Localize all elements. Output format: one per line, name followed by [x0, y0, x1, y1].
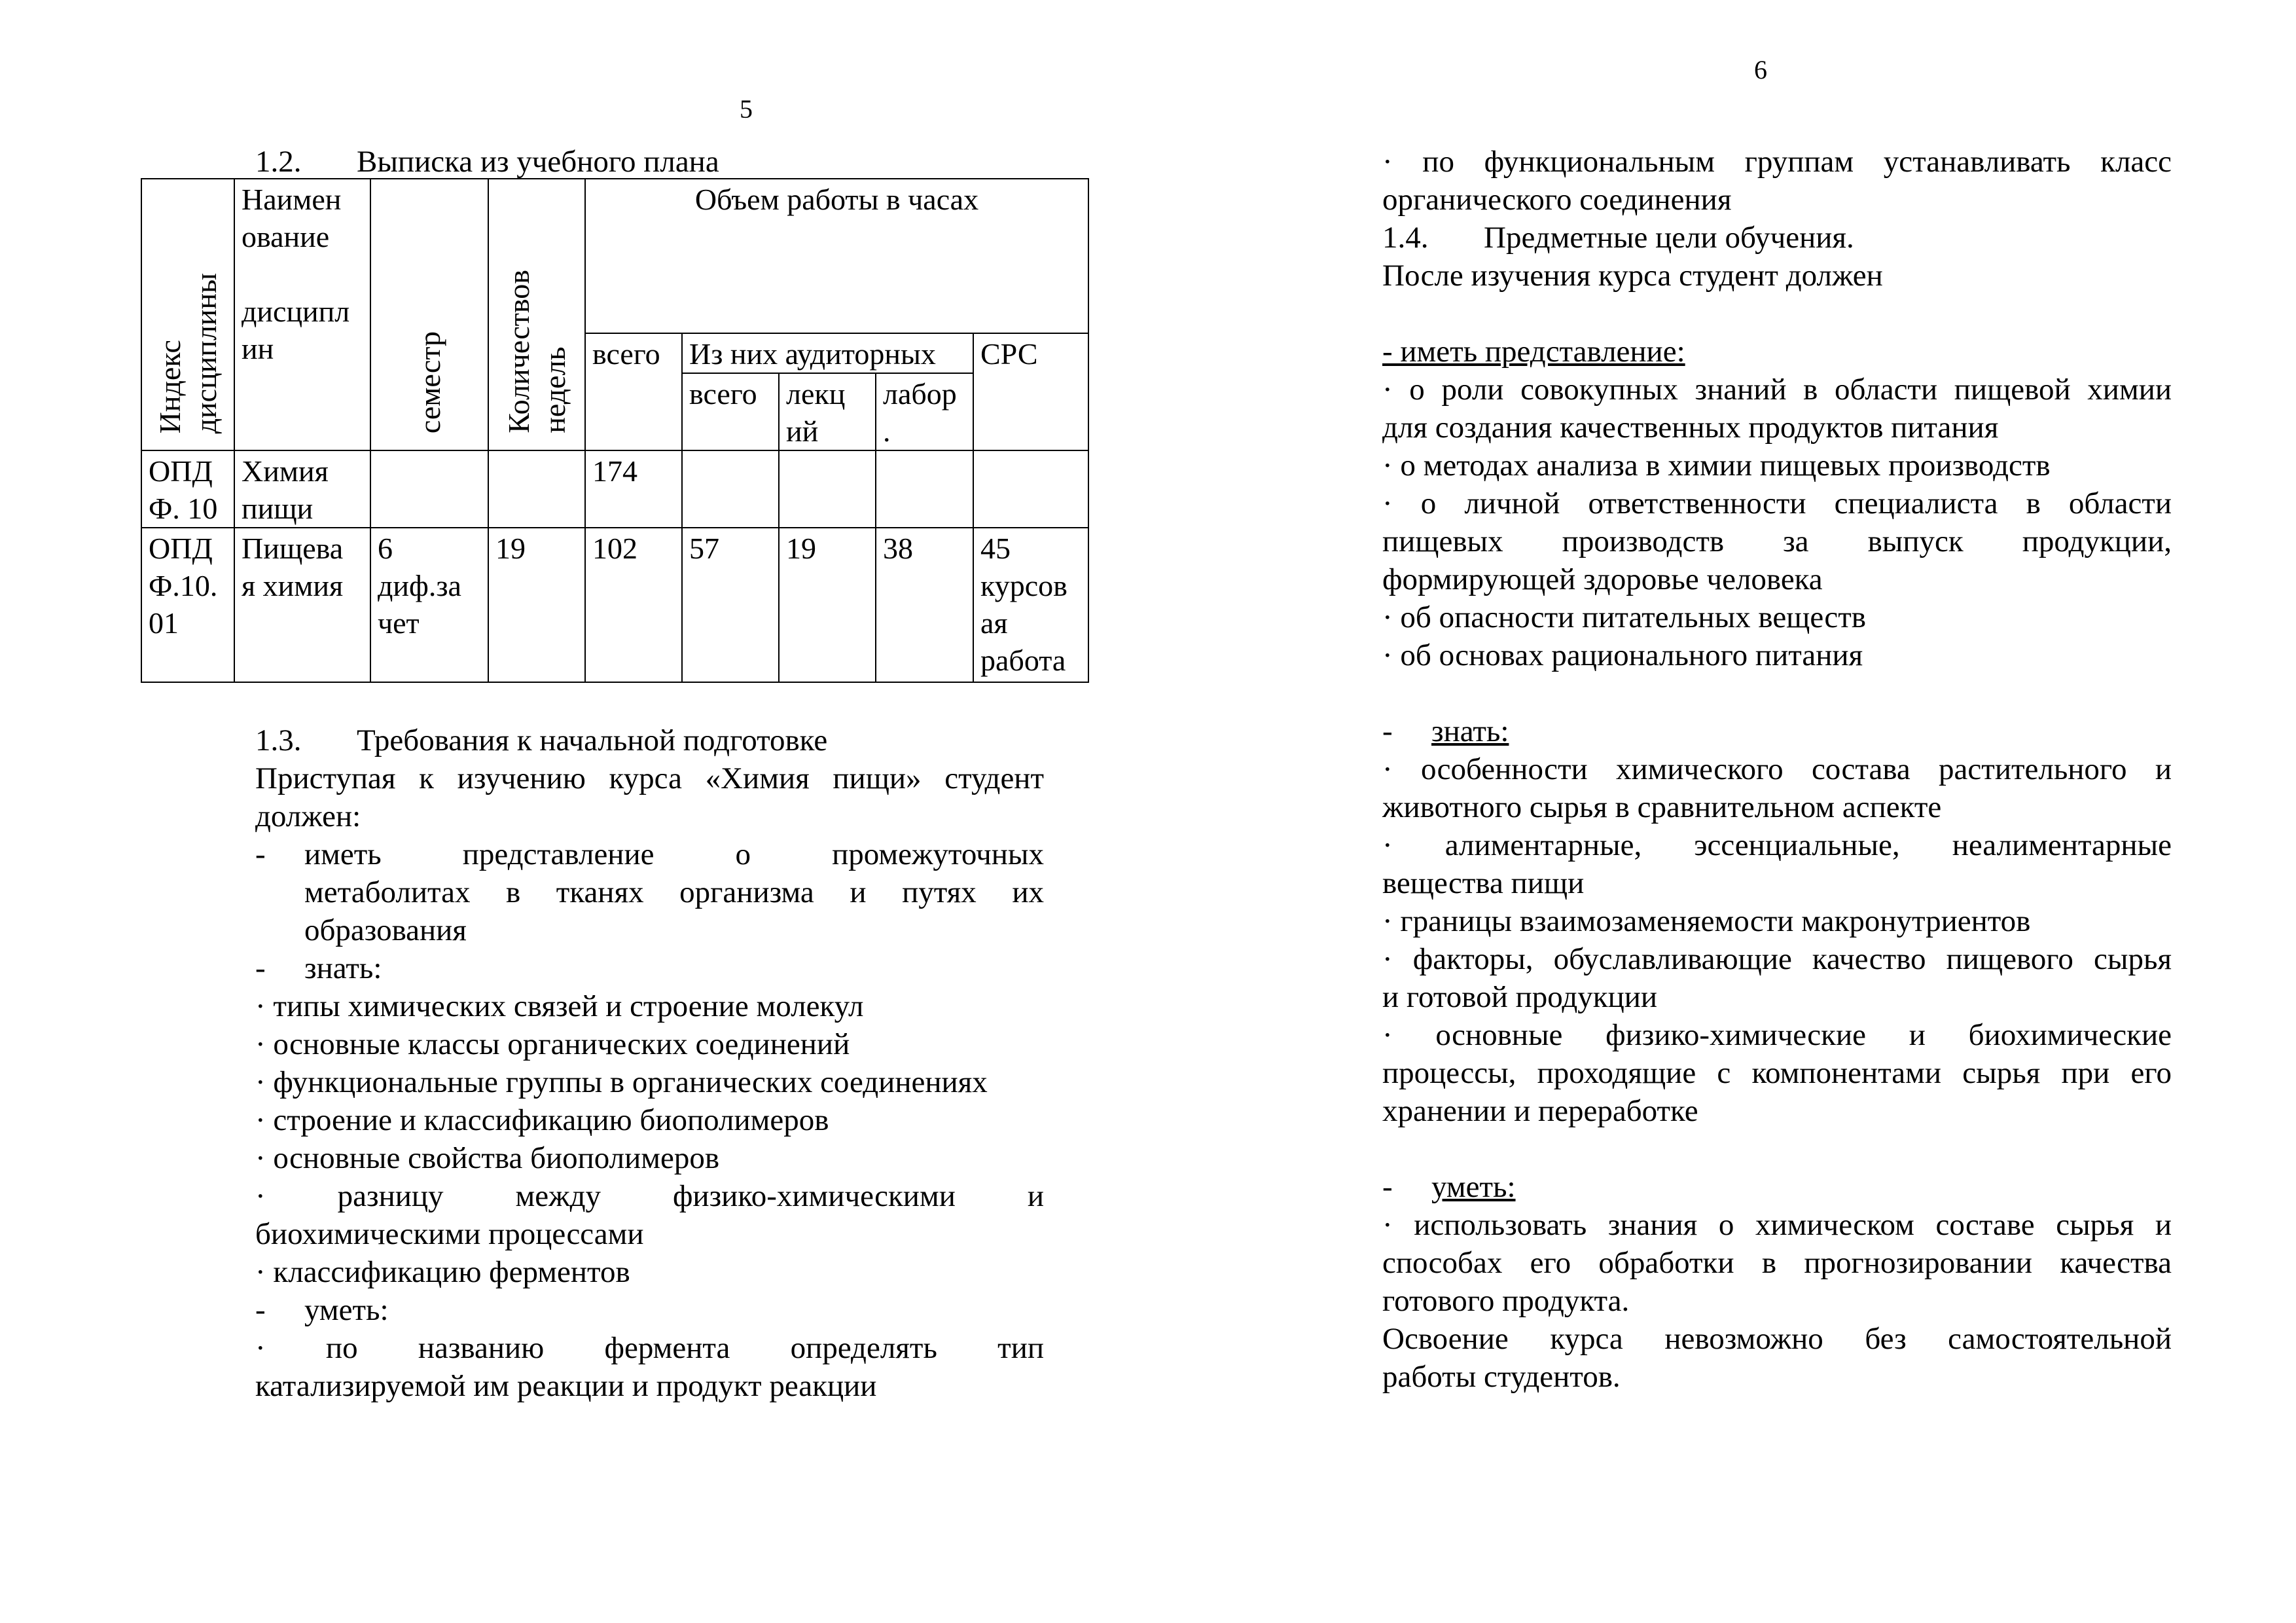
curriculum-table: [141, 178, 1089, 683]
header-labs: лабор .: [876, 373, 973, 450]
header-srs: СРС: [973, 333, 1088, 450]
list-item-cont: и готовой продукции: [1382, 980, 1658, 1014]
section-heading-1-4: 1.4. Предметные цели обучения.: [1382, 221, 1854, 255]
list-item-cont: способах его обработки в прогнозировании качества: [1382, 1246, 2172, 1280]
list-item: · об основах рационального питания: [1382, 638, 1863, 672]
list-item: · разницу между физико-химическими и: [255, 1179, 1044, 1213]
list-item-cont: формирующей здоровье человека: [1382, 562, 1823, 596]
list-item: · основные классы органических соединений: [255, 1027, 850, 1061]
intro-line: Приступая к изучению курса «Химия пищи» студент: [255, 761, 1044, 795]
list-item-cont: процессы, проходящие с компонентами сырья при его: [1382, 1056, 2172, 1090]
section-title: Выписка из учебного плана: [357, 145, 719, 179]
list-item: · классификацию ферментов: [255, 1255, 630, 1289]
cell-name: Пищева я химия: [234, 528, 370, 682]
table-row: [141, 450, 1088, 528]
list-item: · строение и классификацию биополимеров: [255, 1103, 829, 1137]
have-idea-item: - иметь представление о промежуточных метаболитах в тканях организма и путях их образования: [255, 837, 1044, 947]
list-item: · основные свойства биополимеров: [255, 1141, 720, 1175]
list-item: · факторы, обуславливающие качество пищевого сырья: [1382, 942, 2172, 976]
list-item-cont: органического соединения: [1382, 183, 1732, 217]
list-item: · о личной ответственности специалиста в области: [1382, 486, 2172, 520]
list-item-cont: вещества пищи: [1382, 866, 1585, 900]
cell-aud-total: [682, 450, 779, 528]
cell-labs: [876, 450, 973, 528]
list-item: · о методах анализа в химии пищевых производств: [1382, 448, 2051, 483]
cell-srs: [973, 450, 1088, 528]
list-item: · об опасности питательных веществ: [1382, 600, 1866, 634]
cell-weeks: 19: [488, 528, 585, 682]
know-label: - знать:: [1382, 714, 1509, 748]
cell-weeks: [488, 450, 585, 528]
section-heading-1-3: 1.3. Требования к начальной подготовке: [255, 723, 828, 757]
cell-srs: 45 курсов ая работа: [973, 528, 1088, 682]
list-item: · о роли совокупных знаний в области пищевой химии: [1382, 373, 2172, 407]
paragraph: работы студентов.: [1382, 1360, 1621, 1394]
header-weeks: Количествов недель: [488, 179, 585, 450]
cell-semester: 6 диф.за чет: [370, 528, 488, 682]
cell-semester: [370, 450, 488, 528]
right-body: [1382, 143, 2172, 1396]
header-semester: семестр: [370, 179, 488, 450]
cell-index: ОПД Ф. 10: [141, 450, 234, 528]
know-label: - знать:: [255, 951, 382, 985]
section-number: 1.2.: [255, 145, 302, 179]
page-number-right: 6: [1754, 55, 1767, 84]
can-label: - уметь:: [255, 1293, 389, 1327]
list-item: · функциональные группы в органических соединениях: [255, 1065, 988, 1099]
header-discipline-name: Наимен ование дисципл ин: [234, 179, 370, 450]
table-row: [141, 528, 1088, 682]
list-item: · границы взаимозаменяемости макронутриентов: [1382, 904, 2031, 938]
cell-total: 174: [585, 450, 682, 528]
list-item-cont: для создания качественных продуктов питания: [1382, 410, 1999, 445]
cell-name: Химия пищи: [234, 450, 370, 528]
list-item-cont: пищевых производств за выпуск продукции,: [1382, 524, 2172, 558]
paragraph: После изучения курса студент должен: [1382, 259, 1883, 293]
cell-total: 102: [585, 528, 682, 682]
list-item: · по функциональным группам устанавливать класс: [1382, 145, 2172, 179]
page-number-left: 5: [740, 94, 753, 124]
list-item: · типы химических связей и строение молекул: [255, 989, 864, 1023]
list-item-cont: готового продукта.: [1382, 1284, 1630, 1318]
list-item: · использовать знания о химическом составе сырья и: [1382, 1208, 2172, 1242]
idea-label: - иметь представление:: [1382, 335, 1685, 369]
cell-lectures: [779, 450, 876, 528]
can-label: - уметь:: [1382, 1170, 1516, 1204]
cell-aud-total: 57: [682, 528, 779, 682]
header-aud-total: всего: [682, 373, 779, 450]
intro-line: должен:: [255, 799, 361, 833]
section-heading-1-2: [255, 143, 719, 181]
cell-index: ОПД Ф.10. 01: [141, 528, 234, 682]
list-item: · алиментарные, эссенциальные, неалиментарные: [1382, 828, 2172, 862]
cell-labs: 38: [876, 528, 973, 682]
header-volume: Объем работы в часах: [585, 179, 1088, 333]
left-body: [255, 721, 1044, 1405]
list-item-cont: биохимическими процессами: [255, 1217, 644, 1251]
list-item-cont: хранении и переработке: [1382, 1094, 1698, 1128]
header-index: Индекс дисциплины: [141, 179, 234, 450]
list-item-cont: катализируемой им реакции и продукт реакции: [255, 1369, 877, 1403]
paragraph: Освоение курса невозможно без самостоятельной: [1382, 1322, 2172, 1356]
header-lectures: лекц ий: [779, 373, 876, 450]
list-item: · по названию фермента определять тип: [255, 1331, 1044, 1365]
list-item-cont: животного сырья в сравнительном аспекте: [1382, 790, 1942, 824]
header-total: всего: [585, 333, 682, 450]
table-header-row: [141, 179, 1088, 333]
header-auditorium: Из них аудиторных: [682, 333, 973, 373]
cell-lectures: 19: [779, 528, 876, 682]
list-item: · основные физико-химические и биохимические: [1382, 1018, 2172, 1052]
list-item: · особенности химического состава растительного и: [1382, 752, 2172, 786]
